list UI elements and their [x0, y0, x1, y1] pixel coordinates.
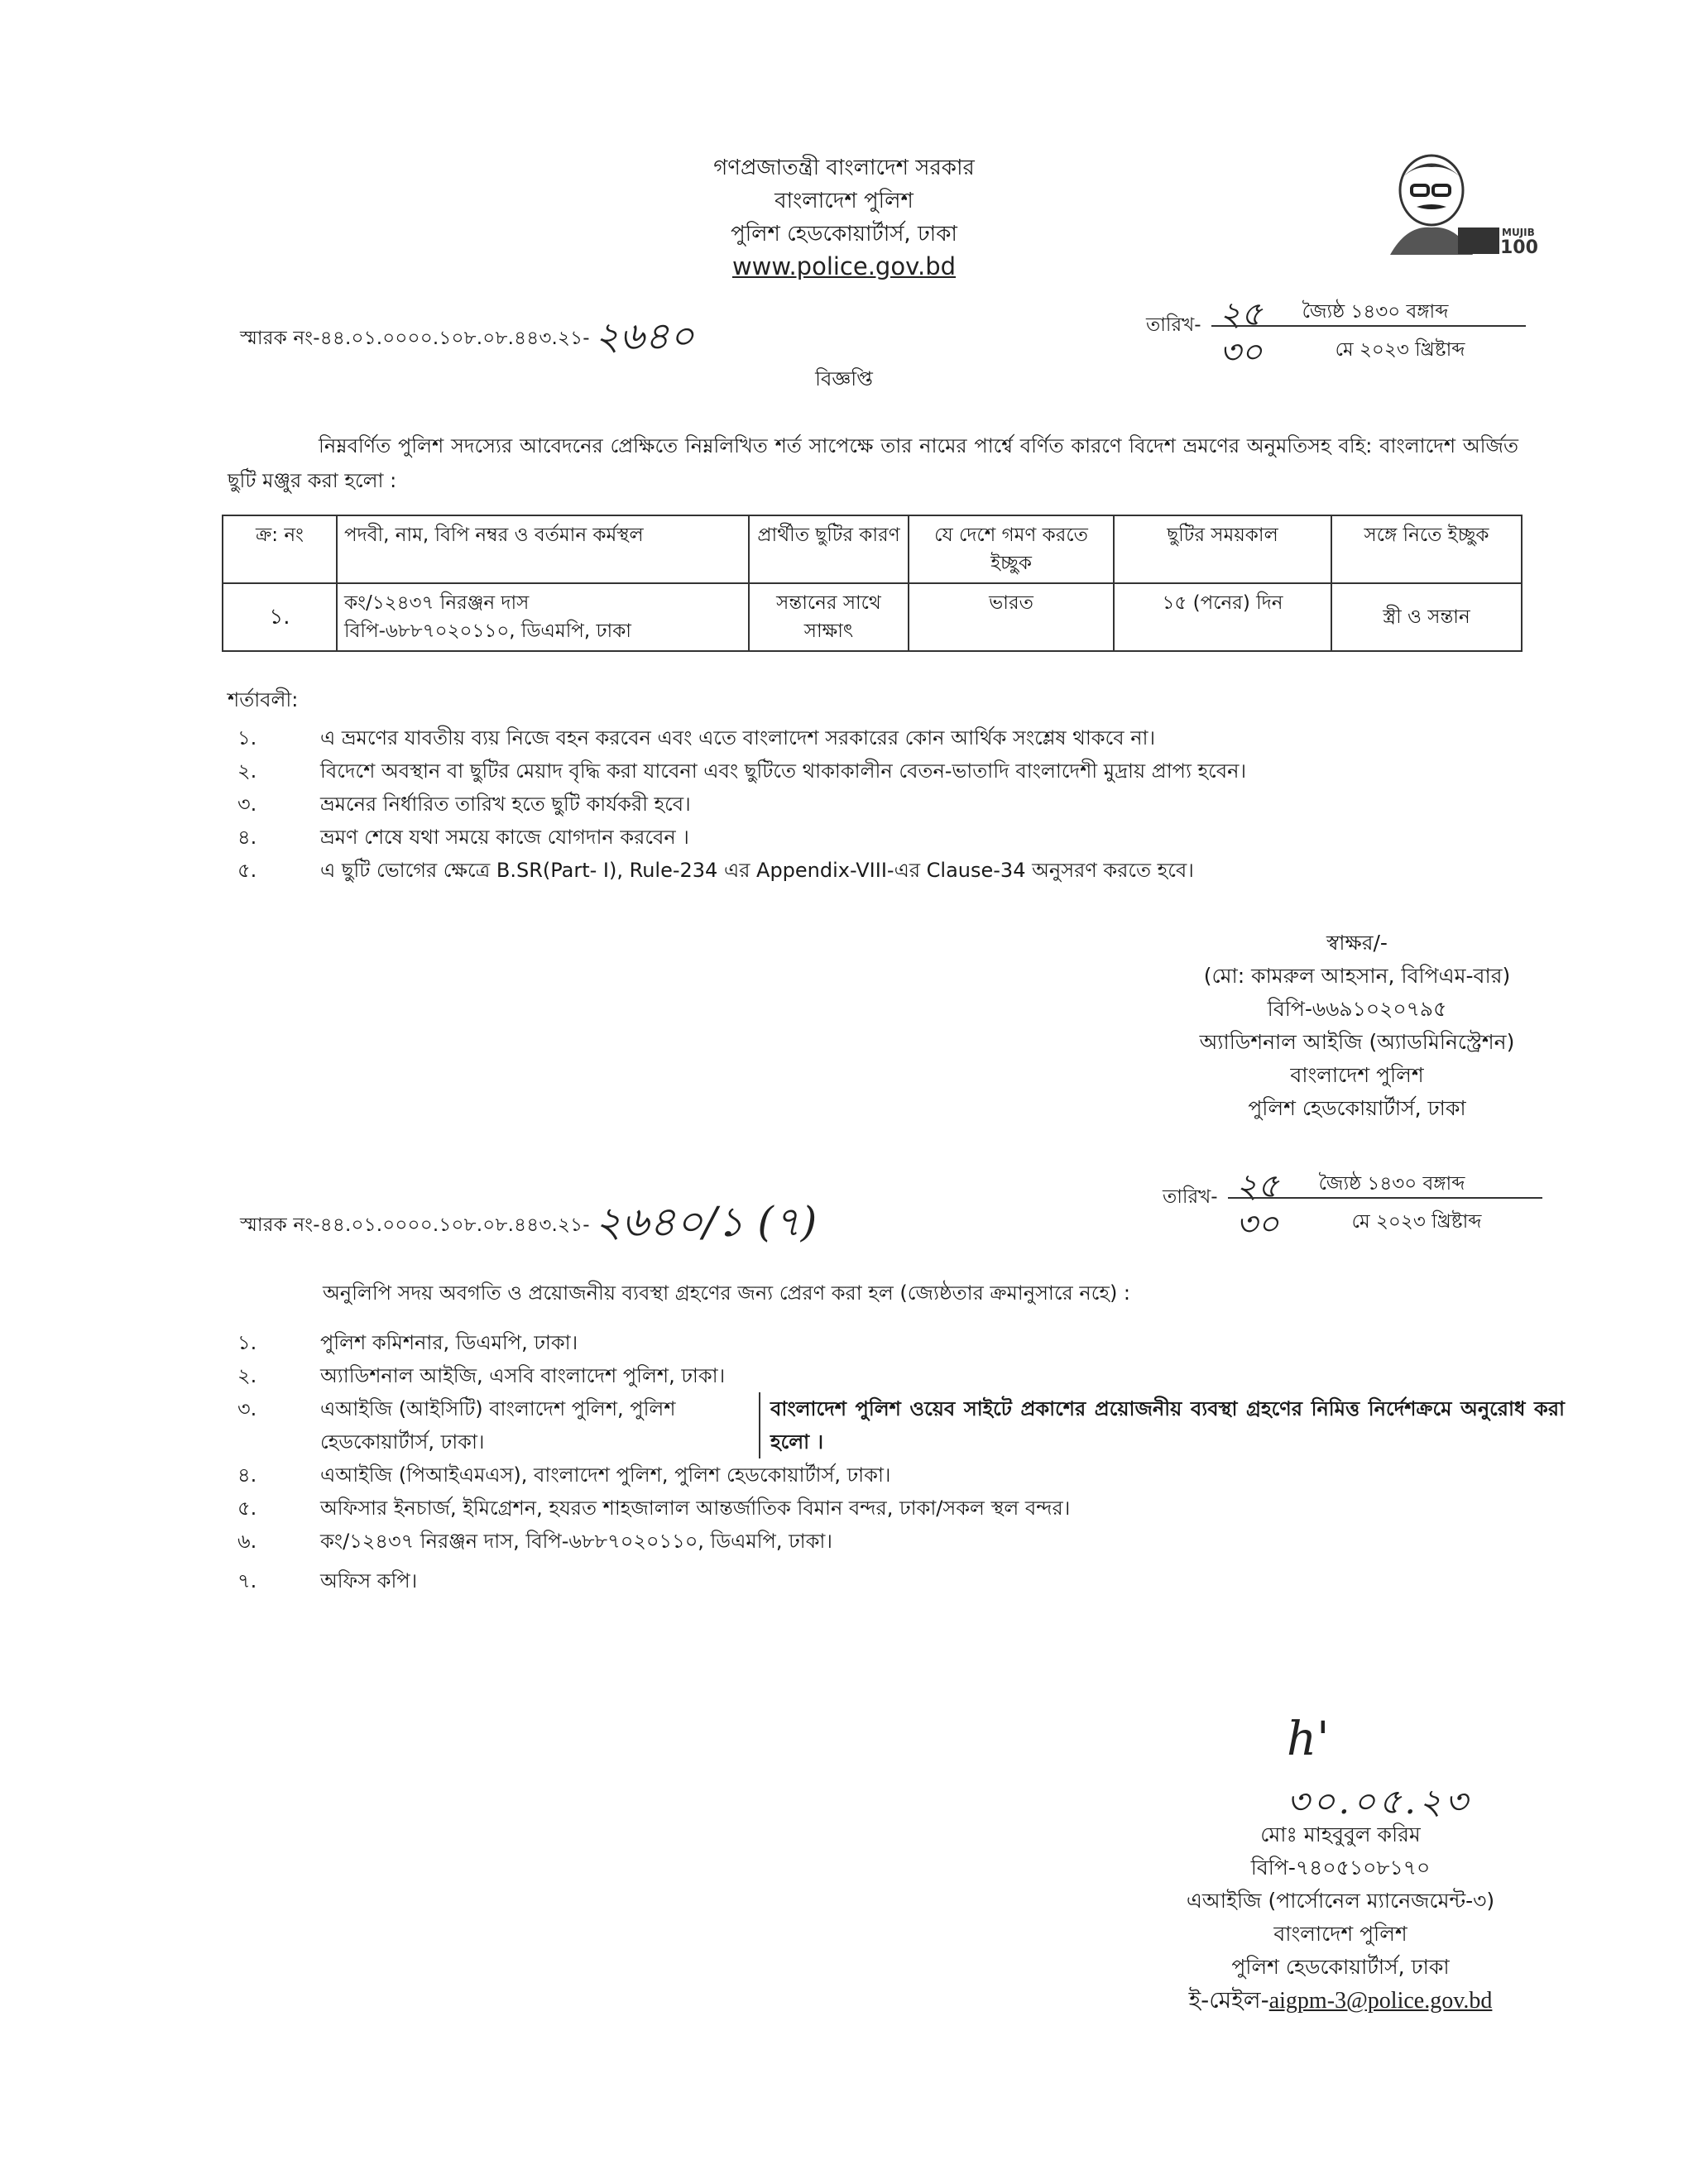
condition-num: ২. — [237, 759, 257, 783]
copy-item — [228, 1392, 1568, 1458]
signatory-office: পুলিশ হেডকোয়ার্টার্স, ঢাকা — [1248, 1096, 1466, 1120]
signatory-office: পুলিশ হেডকোয়ার্টার্স, ঢাকা — [1231, 1955, 1450, 1979]
signatory-org: বাংলাদেশ পুলিশ — [1273, 1922, 1407, 1946]
memo-number-1 — [240, 308, 694, 371]
condition-num: ৩. — [237, 793, 257, 816]
condition-item — [228, 723, 1551, 756]
copy-num: ৫. — [237, 1497, 257, 1520]
signatory-email-row — [1109, 1984, 1572, 2018]
signed-mark: স্বাক্ষর/- — [1326, 931, 1388, 955]
condition-item — [228, 789, 1551, 822]
signatory-org: বাংলাদেশ পুলিশ — [1290, 1063, 1424, 1087]
cell-country: ভারত — [909, 583, 1114, 651]
copy-item — [228, 1359, 1568, 1392]
logo-mujib-text: MUJIB — [1502, 227, 1535, 238]
copy-num: ২. — [237, 1364, 257, 1387]
date-hand-day-english: ৩০ — [1219, 333, 1263, 371]
intro-paragraph: নিম্নবর্ণিত পুলিশ সদস্যের আবেদনের প্রেক্ষিতে নিম্নলিখিত শর্ত সাপেক্ষে তার নামের পার্শ্বে বর্ণিত কারণে বিদেশ ভ্রমণের অনুমতিসহ বহি: বাংলাদেশ অর্জিত ছুটি মঞ্জুর করা হলো : — [228, 434, 1518, 492]
copy-item — [228, 1458, 1568, 1492]
copy-note: বাংলাদেশ পুলিশ ওয়েব সাইটে প্রকাশের প্রয়োজনীয় ব্যবস্থা গ্রহণের নিমিত্ত নির্দেশক্রমে অনুরোধ করা হলো । — [759, 1392, 1565, 1458]
header-government: গণপ্রজাতন্ত্রী বাংলাদেশ সরকার — [713, 156, 975, 180]
col-reason: প্রার্থীত ছুটির কারণ — [749, 515, 909, 583]
logo-100-text: 100 — [1500, 237, 1538, 256]
signatory-name: (মো: কামরুল আহসান, বিপিএম-বার) — [1203, 964, 1511, 988]
condition-item — [228, 822, 1551, 855]
date-bangla-month: জ্যৈষ্ঠ ১৪৩০ বঙ্গাব্দ — [1318, 1173, 1465, 1195]
condition-text: ভ্রমনের নির্ধারিত তারিখ হতে ছুটি কার্যকরী হবে। — [320, 793, 691, 816]
copy-item — [228, 1326, 1568, 1359]
memo-number-2 — [240, 1191, 817, 1260]
cell-duration: ১৫ (পনের) দিন — [1114, 583, 1331, 651]
signatory-designation: অ্যাডিশনাল আইজি (অ্যাডমিনিস্ট্রেশন) — [1199, 1030, 1515, 1054]
col-duration: ছুটির সময়কাল — [1114, 515, 1331, 583]
email-link[interactable]: aigpm-3@police.gov.bd — [1268, 1988, 1493, 2014]
header-office: পুলিশ হেডকোয়ার্টার্স, ঢাকা — [731, 222, 957, 247]
table-row — [223, 583, 1522, 651]
date-hand-day-bangla: ২৫ — [1235, 1167, 1279, 1205]
conditions-section — [228, 685, 1551, 888]
condition-text: ভ্রমণ শেষে যথা সময়ে কাজে যোগদান করবেন । — [320, 826, 689, 849]
copy-text: এআইজি (আইসিটি) বাংলাদেশ পুলিশ, পুলিশ হেডকোয়ার্টার্স, ঢাকা। — [320, 1397, 676, 1454]
signatory-bp: বিপি-৭৪০৫১০৮১৭০ — [1250, 1856, 1431, 1880]
conditions-title: শর্তাবলী: — [228, 688, 299, 711]
signatory-1 — [1142, 927, 1572, 1125]
copy-num: ১. — [237, 1331, 257, 1354]
date-hand-day-english: ৩০ — [1235, 1205, 1279, 1243]
date-label: তারিখ- — [1163, 1185, 1218, 1208]
col-companions: সঙ্গে নিতে ইচ্ছুক — [1331, 515, 1522, 583]
memo-date-1 — [1146, 288, 1526, 371]
condition-text: এ ভ্রমণের যাবতীয় ব্যয় নিজে বহন করবেন এবং এতে বাংলাদেশ সরকারের কোন আর্থিক সংশ্লেষ থাকবে না। — [320, 726, 1156, 750]
cell-name-line1: কং/১২৪৩৭ নিরঞ্জন দাস — [344, 592, 530, 614]
cell-name — [337, 583, 749, 651]
signatory-2 — [1109, 1818, 1572, 2018]
copy-item — [228, 1564, 1568, 1597]
cell-reason: সন্তানের সাথে সাক্ষাৎ — [749, 583, 909, 651]
header-website-wrap — [0, 252, 1688, 280]
header-police: বাংলাদেশ পুলিশ — [774, 189, 914, 213]
copy-text: পুলিশ কমিশনার, ডিএমপি, ঢাকা। — [320, 1331, 578, 1354]
cell-name-line2: বিপি-৬৮৮৭০২০১১০, ডিএমপি, ঢাকা — [344, 620, 631, 642]
signatory-designation: এআইজি (পার্সোনেল ম্যানেজমেন্ট-৩) — [1186, 1889, 1495, 1913]
col-country: যে দেশে গমণ করতে ইচ্ছুক — [909, 515, 1114, 583]
date-bangla-month: জ্যৈষ্ঠ ১৪৩০ বঙ্গাব্দ — [1302, 301, 1449, 323]
handwritten-initial: h' — [1287, 1712, 1330, 1766]
col-name: পদবী, নাম, বিপি নম্বর ও বর্তমান কর্মস্থল — [337, 515, 749, 583]
condition-num: ৫. — [237, 859, 257, 882]
copy-item — [228, 1492, 1568, 1525]
copy-text: কং/১২৪৩৭ নিরঞ্জন দাস, বিপি-৬৮৮৭০২০১১০, ডিএমপি, ঢাকা। — [320, 1530, 832, 1553]
handwritten-sign-date: ৩০.০৫.২৩ — [1287, 1781, 1471, 1822]
website-link[interactable]: www.police.gov.bd — [731, 252, 957, 280]
signatory-bp: বিপি-৬৬৯১০২০৭৯৫ — [1267, 997, 1447, 1021]
memo-handwritten-number: ২৬৪০ — [594, 314, 695, 358]
leave-table — [222, 515, 1523, 652]
table-header-row — [223, 515, 1522, 583]
copy-item — [228, 1525, 1568, 1558]
memo-label: স্মারক নং-৪৪.০১.০০০০.১০৮.০৮.৪৪৩.২১- — [240, 1214, 590, 1236]
cell-companions: স্ত্রী ও সন্তান — [1331, 583, 1522, 651]
memo-handwritten-number: ২৬৪০/১ (৭) — [594, 1198, 818, 1246]
copy-text: অফিসার ইনচার্জ, ইমিগ্রেশন, হযরত শাহজালাল আন্তর্জাতিক বিমান বন্দর, ঢাকা/সকল স্থল বন্দর। — [320, 1497, 1071, 1520]
condition-item — [228, 756, 1551, 789]
memo-label: স্মারক নং-৪৪.০১.০০০০.১০৮.০৮.৪৪৩.২১- — [240, 328, 590, 349]
copy-text: এআইজি (পিআইএমএস), বাংলাদেশ পুলিশ, পুলিশ হেডকোয়ার্টার্স, ঢাকা। — [320, 1463, 891, 1487]
copy-intro: অনুলিপি সদয় অবগতি ও প্রয়োজনীয় ব্যবস্থা গ্রহণের জন্য প্রেরণ করা হল (জ্যেষ্ঠতার ক্রমানুসারে নহে) : — [323, 1281, 1131, 1305]
copy-num: ৪. — [237, 1463, 257, 1487]
date-hand-day-bangla: ২৫ — [1219, 295, 1263, 333]
copy-section — [228, 1278, 1568, 1597]
copy-text: অফিস কপি। — [320, 1569, 418, 1592]
condition-num: ৪. — [237, 826, 257, 849]
notice-title: বিজ্ঞপ্তি — [815, 367, 873, 390]
date-english-month: মে ২০২৩ খ্রিষ্টাব্দ — [1335, 339, 1465, 361]
condition-item — [228, 855, 1551, 888]
cell-serial: ১. — [223, 583, 337, 651]
copy-num: ৩. — [237, 1397, 257, 1420]
condition-text: এ ছুটি ভোগের ক্ষেত্রে B.SR(Part- I), Rule-234 এর Appendix-VIII-এর Clause-34 অনুসরণ করতে হবে। — [320, 859, 1194, 882]
date-label: তারিখ- — [1146, 314, 1201, 336]
copy-num: ৬. — [237, 1530, 257, 1553]
condition-num: ১. — [237, 726, 257, 750]
signatory-name: মোঃ মাহবুবুল করিম — [1260, 1822, 1421, 1846]
date-english-month: মে ২০২৩ খ্রিষ্টাব্দ — [1351, 1211, 1482, 1233]
memo-date-2 — [1163, 1160, 1542, 1243]
col-serial: ক্র: নং — [223, 515, 337, 583]
mujib-100-logo-icon — [1365, 149, 1539, 256]
copy-num: ৭. — [237, 1569, 257, 1592]
copy-text: অ্যাডিশনাল আইজি, এসবি বাংলাদেশ পুলিশ, ঢাকা। — [320, 1364, 726, 1387]
condition-text: বিদেশে অবস্থান বা ছুটির মেয়াদ বৃদ্ধি করা যাবেনা এবং ছুটিতে থাকাকালীন বেতন-ভাতাদি বাংলাদেশী মুদ্রায় প্রাপ্য হবেন। — [320, 759, 1247, 783]
email-label: ই-মেইল- — [1188, 1986, 1269, 2014]
